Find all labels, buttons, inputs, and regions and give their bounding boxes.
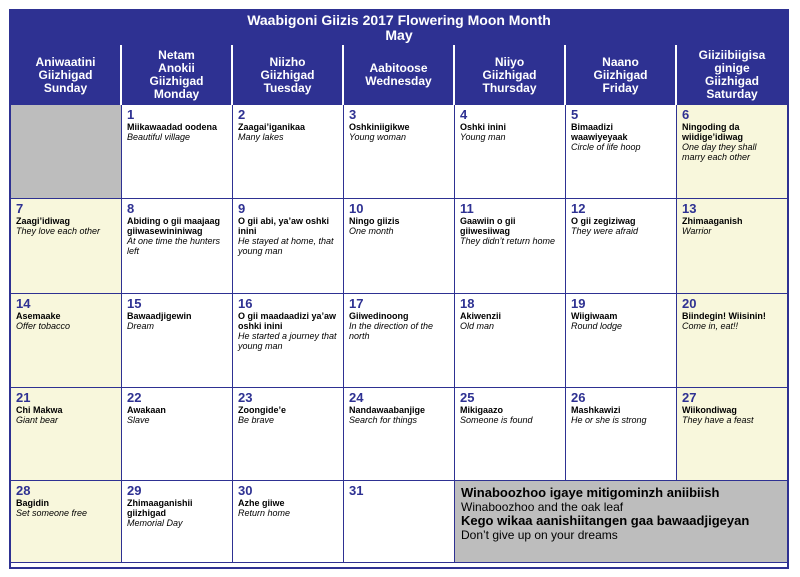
english-translation: Memorial Day xyxy=(127,518,183,528)
english-translation: He started a journey that young man xyxy=(238,331,337,351)
day-cell xyxy=(455,388,566,481)
day-cell xyxy=(122,481,233,563)
day-number: 24 xyxy=(349,390,364,405)
day-cell xyxy=(455,294,566,388)
day-number: 4 xyxy=(460,107,468,122)
ojibwe-phrase: O gii zegiziwag xyxy=(571,216,636,226)
day-number: 3 xyxy=(349,107,357,122)
ojibwe-phrase: Oshki inini xyxy=(460,122,507,132)
quote-english-2: Don’t give up on your dreams xyxy=(461,528,618,542)
day-number: 30 xyxy=(238,483,253,498)
english-translation: Return home xyxy=(238,508,291,518)
english-translation: Young man xyxy=(460,132,506,142)
english-translation: Be brave xyxy=(238,415,275,425)
ojibwe-phrase: O gii maadaadizi ya’aw oshki inini xyxy=(238,311,337,331)
english-translation: Slave xyxy=(127,415,150,425)
day-number: 27 xyxy=(682,390,697,405)
day-number: 20 xyxy=(682,296,697,311)
ojibwe-phrase: O gii abi, ya’aw oshki inini xyxy=(238,216,330,236)
ojibwe-phrase: Bagidin xyxy=(16,498,49,508)
day-number: 13 xyxy=(682,201,697,216)
ojibwe-phrase: Gaawiin o gii giiwesiiwag xyxy=(460,216,516,236)
english-translation: Young woman xyxy=(349,132,407,142)
day-header xyxy=(455,45,566,105)
ojibwe-phrase: Miikawaadad oodena xyxy=(127,122,218,132)
ojibwe-phrase: Giiwedinoong xyxy=(349,311,409,321)
day-cell xyxy=(122,105,233,199)
english-translation: They have a feast xyxy=(682,415,754,425)
day-cell xyxy=(122,199,233,294)
day-header xyxy=(122,45,233,105)
ojibwe-phrase: Zaagi’idiwag xyxy=(16,216,71,226)
day-cell xyxy=(344,388,455,481)
english-translation: At one time the hunters left xyxy=(127,236,221,256)
english-translation: Warrior xyxy=(682,226,712,236)
day-number: 12 xyxy=(571,201,586,216)
day-header-label: Netam Anokii Giizhigad Monday xyxy=(149,48,204,101)
day-number: 15 xyxy=(127,296,142,311)
english-translation: Many lakes xyxy=(238,132,284,142)
day-cell xyxy=(677,199,787,294)
day-cell xyxy=(233,481,344,563)
day-header xyxy=(344,45,455,105)
english-translation: In the direction of the north xyxy=(349,321,434,341)
ojibwe-phrase: Wiigiwaam xyxy=(571,311,618,321)
day-header-label: Aabitoose Wednesday xyxy=(365,61,432,88)
day-cell xyxy=(344,481,455,563)
ojibwe-phrase: Abiding o gii maajaag giiwasewininiwag xyxy=(127,216,221,236)
day-header-label: Aniwaatini Giizhigad Sunday xyxy=(35,54,96,95)
ojibwe-phrase: Zaagai’iganikaa xyxy=(238,122,306,132)
day-cell xyxy=(122,294,233,388)
day-header-label: Niizho Giizhigad Tuesday xyxy=(260,54,315,95)
english-translation: Dream xyxy=(127,321,155,331)
english-translation: They were afraid xyxy=(571,226,639,236)
calendar-title xyxy=(11,11,787,45)
day-number: 8 xyxy=(127,201,135,216)
day-number: 18 xyxy=(460,296,475,311)
quote-ojibwe-1: Winaboozhoo igaye mitigominzh aniibiish xyxy=(461,485,720,500)
quote-ojibwe-2: Kego wikaa aanishiitangen gaa bawaadjigeyan xyxy=(461,513,750,528)
english-translation: One month xyxy=(349,226,394,236)
day-cell xyxy=(566,388,677,481)
day-number: 31 xyxy=(349,483,364,498)
english-translation: Round lodge xyxy=(571,321,623,331)
ojibwe-phrase: Asemaake xyxy=(16,311,61,321)
day-cell xyxy=(677,388,787,481)
day-cell xyxy=(233,105,344,199)
day-number: 22 xyxy=(127,390,142,405)
day-number: 9 xyxy=(238,201,246,216)
day-header xyxy=(677,45,787,105)
day-cell xyxy=(344,199,455,294)
day-cell xyxy=(233,294,344,388)
day-cell xyxy=(455,199,566,294)
english-translation: They love each other xyxy=(16,226,101,236)
ojibwe-phrase: Ningo giizis xyxy=(349,216,400,226)
english-translation: Beautiful village xyxy=(127,132,191,142)
ojibwe-phrase: Biindegin! Wiisinin! xyxy=(682,311,766,321)
day-number: 7 xyxy=(16,201,24,216)
day-cell xyxy=(11,388,122,481)
ojibwe-phrase: Zhimaaganishii giizhigad xyxy=(127,498,193,518)
ojibwe-phrase: Bimaadizi waawiyeyaak xyxy=(571,122,628,142)
day-number: 16 xyxy=(238,296,253,311)
english-translation: He or she is strong xyxy=(571,415,647,425)
day-number: 10 xyxy=(349,201,364,216)
day-header xyxy=(11,45,122,105)
day-header-label: Niiyo Giizhigad Thursday xyxy=(482,54,537,95)
day-cell xyxy=(11,294,122,388)
day-cell xyxy=(566,199,677,294)
day-number: 17 xyxy=(349,296,364,311)
day-number: 19 xyxy=(571,296,586,311)
empty-day-cell xyxy=(11,105,122,199)
day-cell xyxy=(122,388,233,481)
day-number: 11 xyxy=(460,201,474,216)
day-number: 25 xyxy=(460,390,475,405)
english-translation: They didn’t return home xyxy=(460,236,556,246)
day-number: 28 xyxy=(16,483,31,498)
day-number: 29 xyxy=(127,483,142,498)
day-cell xyxy=(455,105,566,199)
day-cell xyxy=(11,481,122,563)
title-line-1: Waabigoni Giizis 2017 Flowering Moon Month xyxy=(247,12,551,28)
day-cell xyxy=(233,199,344,294)
day-cell xyxy=(344,105,455,199)
english-translation: Come in, eat!! xyxy=(682,321,739,331)
day-cell xyxy=(11,199,122,294)
day-cell xyxy=(677,294,787,388)
day-number: 26 xyxy=(571,390,586,405)
day-number: 5 xyxy=(571,107,579,122)
quote-english-1: Winaboozhoo and the oak leaf xyxy=(461,500,624,514)
ojibwe-phrase: Awakaan xyxy=(127,405,166,415)
day-cell xyxy=(677,105,787,199)
day-header xyxy=(233,45,344,105)
ojibwe-phrase: Zhimaaganish xyxy=(682,216,743,226)
ojibwe-phrase: Azhe giiwe xyxy=(238,498,285,508)
english-translation: He stayed at home, that young man xyxy=(238,236,334,256)
day-cell xyxy=(566,294,677,388)
day-header-label: Giiziibiigisa ginige Giizhigad Saturday xyxy=(698,48,766,101)
day-number: 14 xyxy=(16,296,31,311)
day-number: 6 xyxy=(682,107,690,122)
calendar xyxy=(9,9,789,569)
day-number: 21 xyxy=(16,390,31,405)
day-number: 2 xyxy=(238,107,246,122)
ojibwe-phrase: Nandawaabanjige xyxy=(349,405,426,415)
ojibwe-phrase: Mikigaazo xyxy=(460,405,504,415)
ojibwe-phrase: Ningoding da wiidige’idiwag xyxy=(682,122,744,142)
ojibwe-phrase: Akiwenzii xyxy=(460,311,502,321)
english-translation: Circle of life hoop xyxy=(571,142,641,152)
english-translation: Offer tobacco xyxy=(16,321,71,331)
ojibwe-phrase: Chi Makwa xyxy=(16,405,63,415)
english-translation: Someone is found xyxy=(460,415,533,425)
ojibwe-phrase: Wiikondiwag xyxy=(682,405,737,415)
day-number: 1 xyxy=(127,107,135,122)
day-cell xyxy=(233,388,344,481)
english-translation: Set someone free xyxy=(16,508,88,518)
english-translation: Giant bear xyxy=(16,415,59,425)
quote-box xyxy=(455,481,787,563)
english-translation: One day they shall marry each other xyxy=(682,142,757,162)
day-cell xyxy=(566,105,677,199)
day-number: 23 xyxy=(238,390,253,405)
ojibwe-phrase: Zoongide’e xyxy=(238,405,286,415)
day-header-label: Naano Giizhigad Friday xyxy=(593,54,648,95)
ojibwe-phrase: Bawaadjigewin xyxy=(127,311,192,321)
ojibwe-phrase: Oshkiniigikwe xyxy=(349,122,410,132)
day-header xyxy=(566,45,677,105)
ojibwe-phrase: Mashkawizi xyxy=(571,405,621,415)
title-line-2: May xyxy=(385,27,413,43)
day-cell xyxy=(344,294,455,388)
english-translation: Search for things xyxy=(349,415,418,425)
english-translation: Old man xyxy=(460,321,495,331)
